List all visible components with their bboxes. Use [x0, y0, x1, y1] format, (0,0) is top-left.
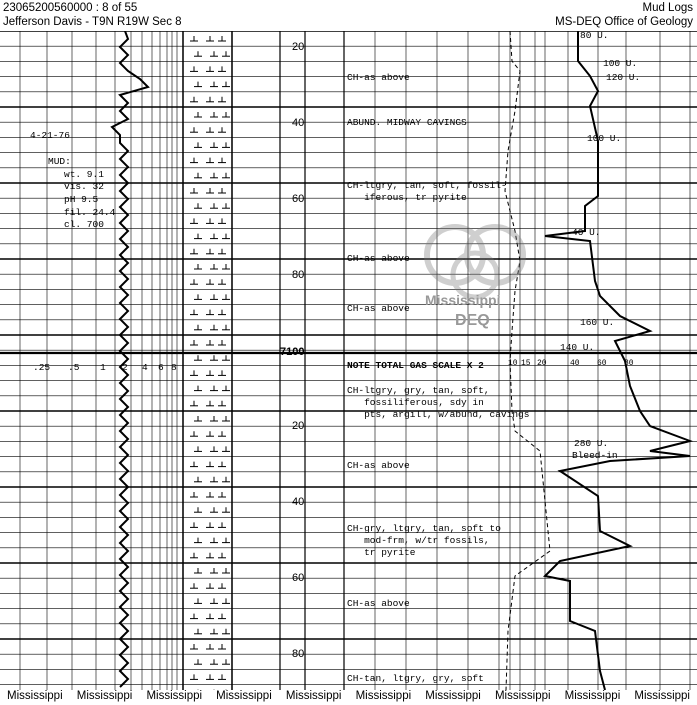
lithology-description: ABUND. MIDWAY CAVINGS [347, 117, 467, 128]
mud-ph: pH 9.5 [64, 194, 99, 205]
total-gas-curve [545, 31, 690, 690]
footer-text: Mississippi [216, 690, 272, 702]
gas-unit: 160 U. [580, 317, 615, 328]
drilling-rate-curve [112, 31, 148, 687]
gas-scale-label: 20 [537, 359, 547, 368]
gas-scale-label: 15 [521, 359, 531, 368]
lithology-description: CH-as above [347, 598, 410, 609]
watermark-text-2: DEQ [455, 312, 490, 329]
gas-scale-label: 80 [624, 359, 634, 368]
footer-text: Mississippi [76, 690, 133, 702]
depth-label: 20 [292, 420, 305, 432]
depth-label: 60 [292, 193, 305, 205]
scale-label: 6 [158, 362, 164, 373]
gas-unit: 100 U. [587, 133, 622, 144]
scale-label: .25 [33, 362, 51, 373]
depth-label: 80 [292, 648, 305, 660]
depth-label: 80 [292, 269, 305, 281]
well-location: Jefferson Davis - T9N R19W Sec 8 [3, 16, 182, 28]
lithology-description: CH-ltgry, tan, soft, fossil- iferous, tr pyrite [347, 180, 507, 203]
footer-watermark-row [0, 690, 697, 705]
watermark-text-1: Mississippi [425, 292, 501, 308]
doc-type: Mud Logs [642, 2, 693, 14]
lithology-description: CH-as above [347, 460, 410, 471]
scale-label: 4 [142, 362, 148, 373]
gas-unit: 40 U. [572, 227, 601, 238]
footer-text: Mississippi [146, 690, 203, 702]
mud-title: MUD: [48, 156, 71, 167]
bleed-in-note: Bleed-in [572, 450, 618, 461]
footer-text: Mississippi [285, 690, 342, 702]
lithology-description: CH-gry, ltgry, tan, soft to mod-frm, w/tr fossils, tr pyrite [347, 523, 501, 558]
gas-scale-label: 40 [570, 359, 580, 368]
depth-label: 60 [292, 572, 305, 584]
footer-text: Mississippi [7, 690, 63, 702]
mud-weight: wt. 9.1 [64, 169, 104, 180]
gas-unit: 100 U. [603, 58, 638, 69]
lithology-description: CH-as above [347, 72, 410, 83]
scale-label: .5 [68, 362, 80, 373]
gas-unit: 280 U. [574, 438, 609, 449]
gas-unit: 80 U. [580, 30, 609, 41]
lithology-description: CH-as above [347, 253, 410, 264]
footer-text: Mississippi [425, 690, 481, 702]
lithology-description: CH-as above [347, 303, 410, 314]
footer-text: Mississippi [494, 690, 551, 702]
mud-chloride: cl. 700 [64, 219, 104, 230]
lithology-column [190, 36, 230, 690]
gas-unit: 120 U. [606, 72, 641, 83]
mud-viscosity: vis. 32 [64, 181, 104, 192]
well-id: 23065200560000 : 8 of 55 [3, 2, 138, 14]
log-date: 4-21-76 [30, 130, 70, 141]
gas-scale-label: 10 [508, 359, 518, 368]
depth-label: 40 [292, 117, 305, 129]
lithology-description: CH-ltgry, gry, tan, soft, fossiliferous, sdy in pts, argill, w/abund, cavings [347, 385, 530, 420]
mud-filtrate: fil. 24.4 [64, 207, 116, 218]
lithology-description: CH-tan, ltgry, gry, soft [347, 673, 484, 684]
scale-label: 2 [122, 362, 128, 373]
agency: MS-DEQ Office of Geology [555, 16, 693, 28]
depth-marker: 7100 [280, 346, 305, 358]
lithology-description: NOTE TOTAL GAS SCALE X 2 [347, 360, 484, 371]
scale-label: 8 [171, 362, 177, 373]
gas-scale-label: 60 [597, 359, 607, 368]
footer-text: Mississippi [564, 690, 621, 702]
depth-label: 20 [292, 41, 305, 53]
gas-unit: 140 U. [560, 342, 595, 353]
depth-label: 40 [292, 496, 305, 508]
footer-text: Mississippi [355, 690, 412, 702]
footer-text: Mississippi [634, 690, 690, 702]
scale-label: 1 [100, 362, 106, 373]
